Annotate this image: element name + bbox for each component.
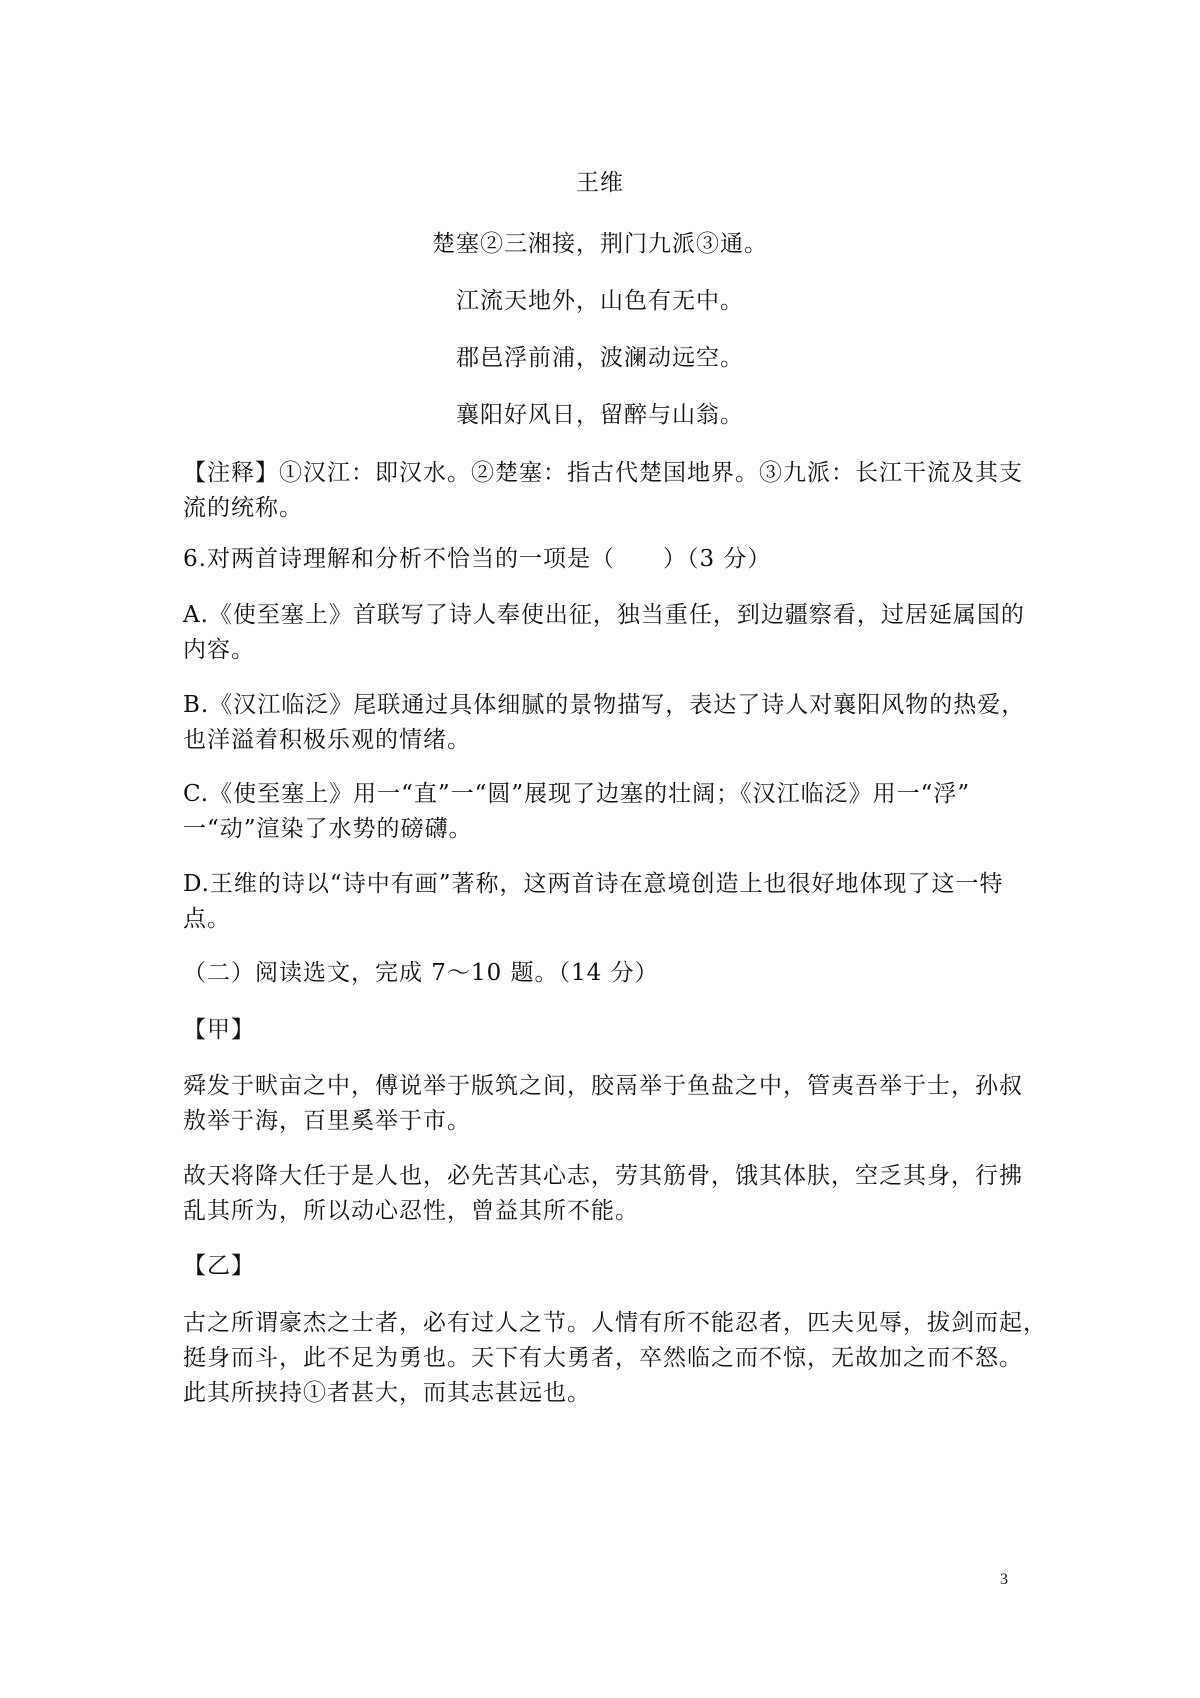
poem-line-4: 襄阳好风日，留醉与山翁。 — [456, 402, 744, 428]
option-b-line-1: B.《汉江临泛》尾联通过具体细腻的景物描写，表达了诗人对襄阳风物的热爱， — [183, 692, 1026, 718]
yi-label: 【乙】 — [183, 1253, 255, 1279]
option-c-line-1: C.《使至塞上》用一“直”一“圆”展现了边塞的壮阔；《汉江临泛》用一“浮” — [183, 781, 971, 807]
option-d-line-2: 点。 — [183, 906, 231, 932]
poem-line-2: 江流天地外，山色有无中。 — [456, 288, 744, 314]
yi-paragraph-line-1: 古之所谓豪杰之士者，必有过人之节。人情有所不能忍者，匹夫见辱，拔剑而起， — [183, 1310, 1047, 1336]
yi-paragraph-line-3: 此其所挟持①者甚大，而其志甚远也。 — [183, 1380, 591, 1406]
question-6-stem: 6.对两首诗理解和分析不恰当的一项是（ ）（3 分） — [183, 546, 772, 572]
jia-paragraph-2-line-2: 乱其所为，所以动心忍性，曾益其所不能。 — [183, 1198, 639, 1224]
poem-author: 王维 — [576, 170, 624, 196]
option-d-line-1: D.王维的诗以“诗中有画”著称，这两首诗在意境创造上也很好地体现了这一特 — [183, 871, 1004, 897]
section-2-heading: （二）阅读选文，完成 7～10 题。（14 分） — [183, 960, 659, 986]
poem-line-1: 楚塞②三湘接，荆门九派③通。 — [432, 231, 768, 257]
yi-paragraph-line-2: 挺身而斗，此不足为勇也。天下有大勇者，卒然临之而不惊，无故加之而不怒。 — [183, 1345, 1023, 1371]
option-c-line-2: 一“动”渲染了水势的磅礴。 — [183, 816, 473, 842]
notes-line-2: 流的统称。 — [183, 495, 303, 521]
notes-line-1: 【注释】①汉江：即汉水。②楚塞：指古代楚国地界。③九派：长江干流及其支 — [183, 460, 1023, 486]
option-a-line-1: A.《使至塞上》首联写了诗人奉使出征，独当重任，到边疆察看，过居延属国的 — [183, 602, 1025, 628]
jia-paragraph-1-line-1: 舜发于畎亩之中，傅说举于版筑之间，胶鬲举于鱼盐之中，管夷吾举于士，孙叔 — [183, 1073, 1023, 1099]
poem-line-3: 郡邑浮前浦，波澜动远空。 — [456, 345, 744, 371]
jia-paragraph-2-line-1: 故天将降大任于是人也，必先苦其心志，劳其筋骨，饿其体肤，空乏其身，行拂 — [183, 1163, 1023, 1189]
page-number: 3 — [1000, 1571, 1008, 1588]
option-a-line-2: 内容。 — [183, 637, 255, 663]
jia-label: 【甲】 — [183, 1017, 255, 1043]
option-b-line-2: 也洋溢着积极乐观的情绪。 — [183, 727, 471, 753]
jia-paragraph-1-line-2: 敖举于海，百里奚举于市。 — [183, 1108, 471, 1134]
